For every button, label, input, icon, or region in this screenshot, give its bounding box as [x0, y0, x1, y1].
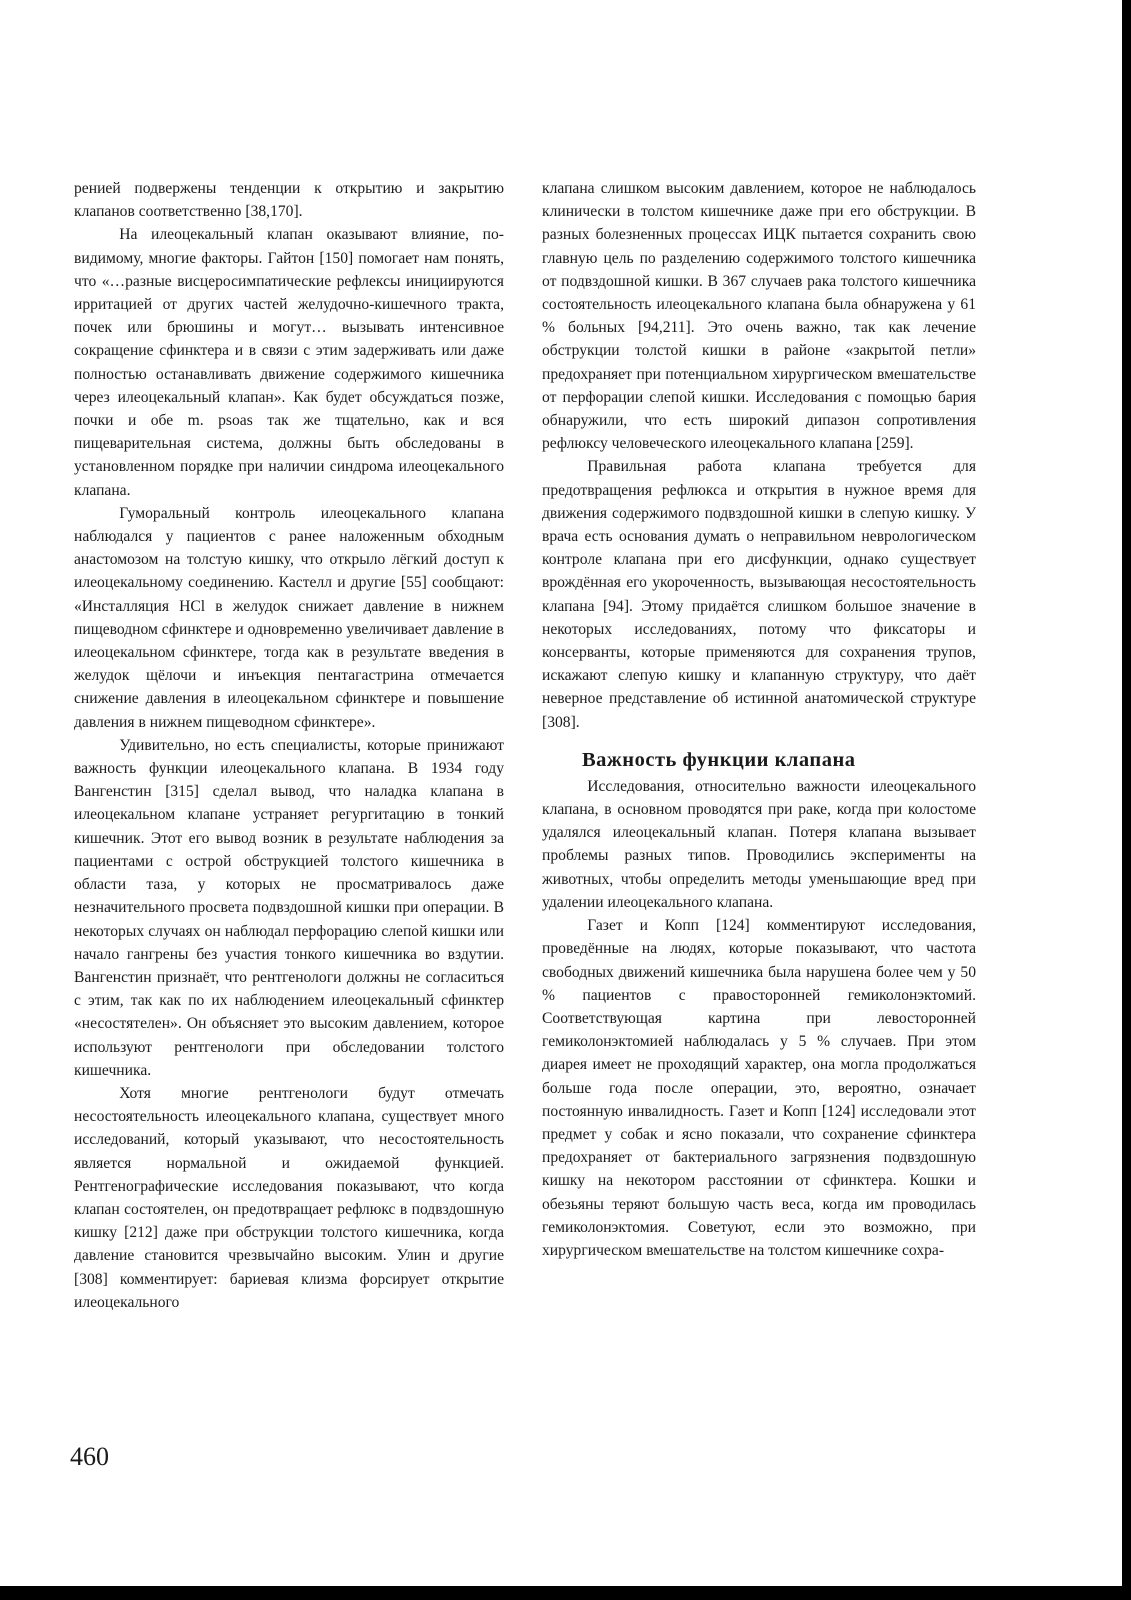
left-column: [74, 177, 504, 1314]
page-number: 460: [70, 1442, 109, 1471]
paragraph: Удивительно, но есть специалисты, которые принижают важность функции илеоцекального клапана. В 1934 году Вангенстин [315] сделал вывод, что наладка клапана в илеоцекальном клапане устраняет регургитацию в тонкий кишечник. Этот его вывод возник в результате наблюдения за пациентами с острой обструкцией толстого кишечника в области таза, у которых не просматривалось даже незначительного просвета подвздошной кишки при операции. В некоторых случаях он наблюдал перфорацию слепой кишки или начало гангрены без участия тонкого кишечника во вздутии. Вангенстин признаёт, что рентгенологи должны не согласиться с этим, так как по их наблюдением илеоцекальный сфинктер «несостятелен». Он объясняет это высоким давлением, которое используют рентгенологи при обследовании толстого кишечника.: [74, 736, 504, 1079]
paragraph: Хотя многие рентгенологи будут отмечать несостоятельность илеоцекального клапана, существует много исследований, который указывают, что несостоятельность является нормальной и ожидаемой функцией. Рентгенографические исследования показывают, что когда клапан состоятелен, он предотвращает рефлюкс в подвздошную кишку [212] даже при обструкции толстого кишечника, когда давление становится чрезвычайно высоким. Улин и другие [308] комментирует: бариевая клизма форсирует открытие илеоцекального: [74, 1084, 504, 1311]
paragraph: Исследования, относительно важности илеоцекального клапана, в основном проводятся при раке, когда при колостоме удалялся илеоцекальный клапан. Потеря клапана вызывает проблемы разных типов. Проводились эксперименты на животных, чтобы определить методы уменьшающие вред при удалении илеоцекального клапана.: [542, 777, 976, 911]
paragraph: Газет и Копп [124] комментируют исследования, проведённые на людях, которые показывают, что частота свободных движений кишечника была нарушена более чем у 50 % пациентов с правосторонней гемиколонэктомий. Соответствующая картина при левосторонней гемиколонэктомией наблюдалась у 5 % случаев. При этом диарея имеет не проходящий характер, она могла продолжаться больше года после операции, это, вероятно, означает постоянную инвалидность. Газет и Копп [124] исследовали этот предмет у собак и ясно показали, что сохранение сфинктера предохраняет от бактериального загрязнения подвздошную кишку на некотором расстоянии от сфинктера. Кошки и обезьяны теряют большую часть веса, когда им проводилась гемиколонэктомия. Советуют, если это возможно, при хирургическом вмешательстве на толстом кишечнике сохра-: [542, 917, 976, 1259]
scan-edge-right: [1122, 0, 1131, 1600]
paragraph-continuation: ренией подвержены тенденции к открытию и закрытию клапанов соответственно [38,170].: [74, 180, 504, 221]
paragraph: Гуморальный контроль илеоцекального клапана наблюдался у пациентов с ранее наложенным обходным анастомозом на толстую кишку, что открыло лёгкий доступ к илеоцекальному соединению. Кастелл и другие [55] сообщают: «Инсталляция HCl в желудок снижает давление в нижнем пищеводном сфинктере и одновременно увеличивает давление в илеоцекальном сфинктере, тогда как в результате введения в желудок щёлочи и инъекция пентагастрина отмечается снижение давления в илеоцекальном сфинктере и повышение давления в нижнем пищеводном сфинктере».: [74, 504, 504, 731]
paragraph-continuation: клапана слишком высоким давлением, которое не наблюдалось клинически в толстом кишечнике даже при его обструкции. В разных болезненных процессах ИЦК пытается сохранить свою главную цель по разделению содержимого толстого кишечника от подвздошной кишки. В 367 случаев рака толстого кишечника состоятельность илеоцекального клапана была обнаружена у 61 % больных [94,211]. Это очень важно, так как лечение обструкции толстой кишки в районе «закрытой петли» предохраняет при потенциальном хирургическом вмешательстве от перфорации слепой кишки. Исследования с помощью бария обнаружили, что есть широкий дипазон сопротивления рефлюксу человеческого илеоцекального клапана [259].: [542, 180, 976, 453]
paragraph: На илеоцекальный клапан оказывают влияние, по-видимому, многие факторы. Гайтон [150] помогает нам понять, что «…разные висцеросимпатические рефлексы инициируются ирритацией от других частей желудочно-кишечного тракта, почек или брюшины и могут… вызывать интенсивное сокращение сфинктера и в связи с этим задерживать или даже полностью останавливать движение содержимого кишечника через илеоцекальный клапан». Как будет обсуждаться позже, почки и обе m. psoas так же тщательно, как и вся пищеварительная система, должны быть обследованы в установленном порядке при наличии синдрома илеоцекального клапана.: [74, 226, 504, 499]
paragraph: Правильная работа клапана требуется для предотвращения рефлюкса и открытия в нужное время для движения содержимого подвздошной кишки в слепую кишку. У врача есть основания думать о неправильном неврологическом контроле клапана при его дисфункции, однако существует врождённая его укороченность, вызывающая несостоятельность клапана [94]. Этому придаётся слишком большое значение в некоторых исследованиях, потому что фиксаторы и консерванты, которые применяются для сохранения трупов, искажают слепую кишку и клапанную структуру, что даёт неверное представление об истинной анатомической структуре [308].: [542, 458, 976, 731]
section-heading: Важность функции клапана: [582, 748, 856, 771]
right-column: [542, 177, 976, 1262]
scan-edge-bottom: [0, 1586, 1131, 1600]
